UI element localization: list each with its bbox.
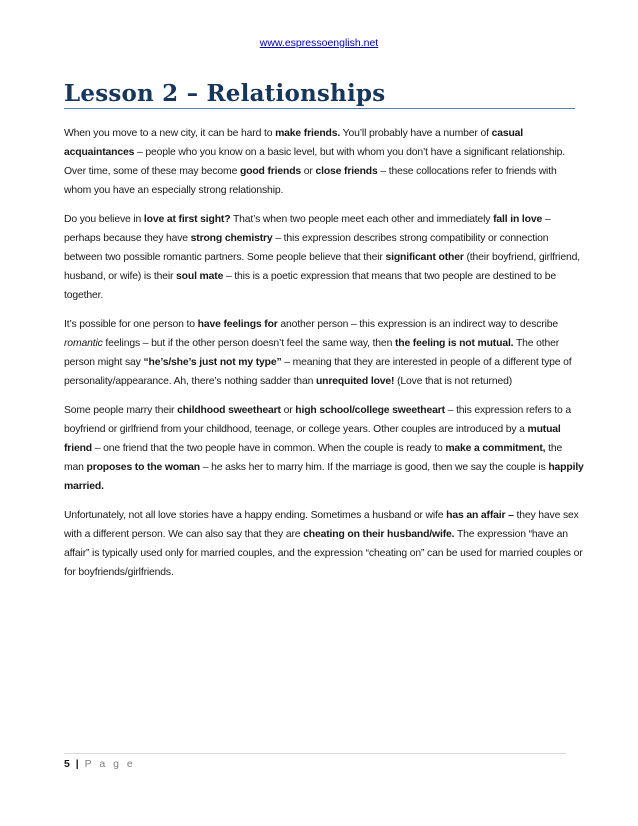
bold-collocation: close friends <box>315 166 378 177</box>
footer-rule <box>64 753 566 754</box>
paragraph-text: they have sex with a different person. We can also say that they are <box>64 510 579 540</box>
bold-collocation: fall in love <box>493 214 543 225</box>
paragraph-text: You’ll probably have a number of <box>340 128 492 139</box>
header-website-link[interactable]: www.espressoenglish.net <box>259 37 379 49</box>
paragraph-text: – this expression describes strong compatibility or connection between two possible romantic partners. Some people believe that their <box>64 233 549 263</box>
bold-collocation: unrequited love! <box>315 376 395 387</box>
page-footer <box>64 758 135 770</box>
paragraph-text: the man <box>64 443 563 473</box>
paragraph-text: – one friend that the two people have in common. When the couple is ready to <box>91 443 446 454</box>
bold-collocation: soul mate <box>176 271 224 282</box>
paragraph-love-at-first-sight <box>64 210 584 305</box>
paragraph-text: – people who you know on a basic level, but with whom you don’t have a significant relationship. Over time, some of these may become <box>64 147 566 177</box>
bold-collocation: make friends. <box>275 128 341 139</box>
paragraph-text: – he asks her to marry him. If the marriage is good, then we say the couple is <box>199 462 549 473</box>
bold-collocation: childhood sweetheart <box>177 405 281 416</box>
bold-collocation: strong chemistry <box>190 233 273 244</box>
paragraph-text: The expression “have an affair” is typically used only for married couples, and the expression “cheating on” can be used for married couples or for boyfriends/girlfriends. <box>64 529 583 578</box>
paragraph-text: The other person might say <box>64 338 560 368</box>
paragraph-text: feelings – but if the other person doesn’t feel the same way, then <box>102 338 395 349</box>
lesson-body <box>64 124 584 592</box>
lesson-title: Lesson 2 – Relationships <box>64 80 386 107</box>
bold-collocation: proposes to the woman <box>86 462 200 473</box>
paragraph-text: (their boyfriend, girlfriend, husband, or wife) is their <box>64 252 580 282</box>
bold-collocation: make a commitment, <box>445 443 546 454</box>
bold-collocation: have feelings for <box>197 319 278 330</box>
paragraph-text: or <box>301 166 316 177</box>
bold-collocation: casual acquaintances <box>64 128 524 158</box>
bold-collocation: mutual friend <box>64 424 561 454</box>
paragraph-text: – this is a poetic expression that means that two people are destined to be together. <box>64 271 557 301</box>
bold-collocation: high school/college sweetheart <box>295 405 445 416</box>
bold-collocation: has an affair – <box>446 510 514 521</box>
paragraph-text: – perhaps because they have <box>64 214 551 244</box>
paragraph-affairs <box>64 506 584 582</box>
paragraph-text: – this expression refers to a boyfriend or girlfriend from your childhood, teenage, or college years. Other couples are introduced by a <box>64 405 571 435</box>
paragraph-text: That’s when two people meet each other and immediately <box>230 214 494 225</box>
paragraph-sweethearts <box>64 401 584 496</box>
paragraph-text: – meaning that they are interested in people of a different type of personality/appearance. Ah, there’s nothing sadder than <box>64 357 572 387</box>
paragraph-text: – these collocations refer to friends with whom you have an especially strong relationship. <box>64 166 557 196</box>
bold-collocation: love at first sight? <box>143 214 231 225</box>
paragraph-text: Unfortunately, not all love stories have a happy ending. Sometimes a husband or wife <box>64 510 447 521</box>
italic-text: romantic <box>64 338 103 349</box>
title-underline-rule <box>64 108 575 109</box>
paragraph-text: or <box>280 405 296 416</box>
paragraph-making-friends <box>64 124 584 200</box>
paragraph-text: It’s possible for one person to <box>64 319 198 330</box>
bold-collocation: “he’s/she’s just not my type” <box>143 357 282 368</box>
footer-separator: | <box>75 758 79 770</box>
bold-collocation: good friends <box>239 166 302 177</box>
page-label: P a g e <box>84 758 136 770</box>
paragraph-text: Do you believe in <box>64 214 144 225</box>
bold-collocation: cheating on their husband/wife. <box>303 529 455 540</box>
bold-collocation: happily married. <box>64 462 584 492</box>
paragraph-text: (Love that is not returned) <box>394 376 513 387</box>
paragraph-feelings <box>64 315 584 391</box>
bold-collocation: the feeling is not mutual. <box>394 338 514 349</box>
paragraph-text: Some people marry their <box>64 405 178 416</box>
bold-collocation: significant other <box>385 252 464 263</box>
paragraph-text: When you move to a new city, it can be hard to <box>64 128 276 139</box>
paragraph-text: another person – this expression is an indirect way to describe <box>277 319 559 330</box>
page-number: 5 <box>64 758 70 770</box>
